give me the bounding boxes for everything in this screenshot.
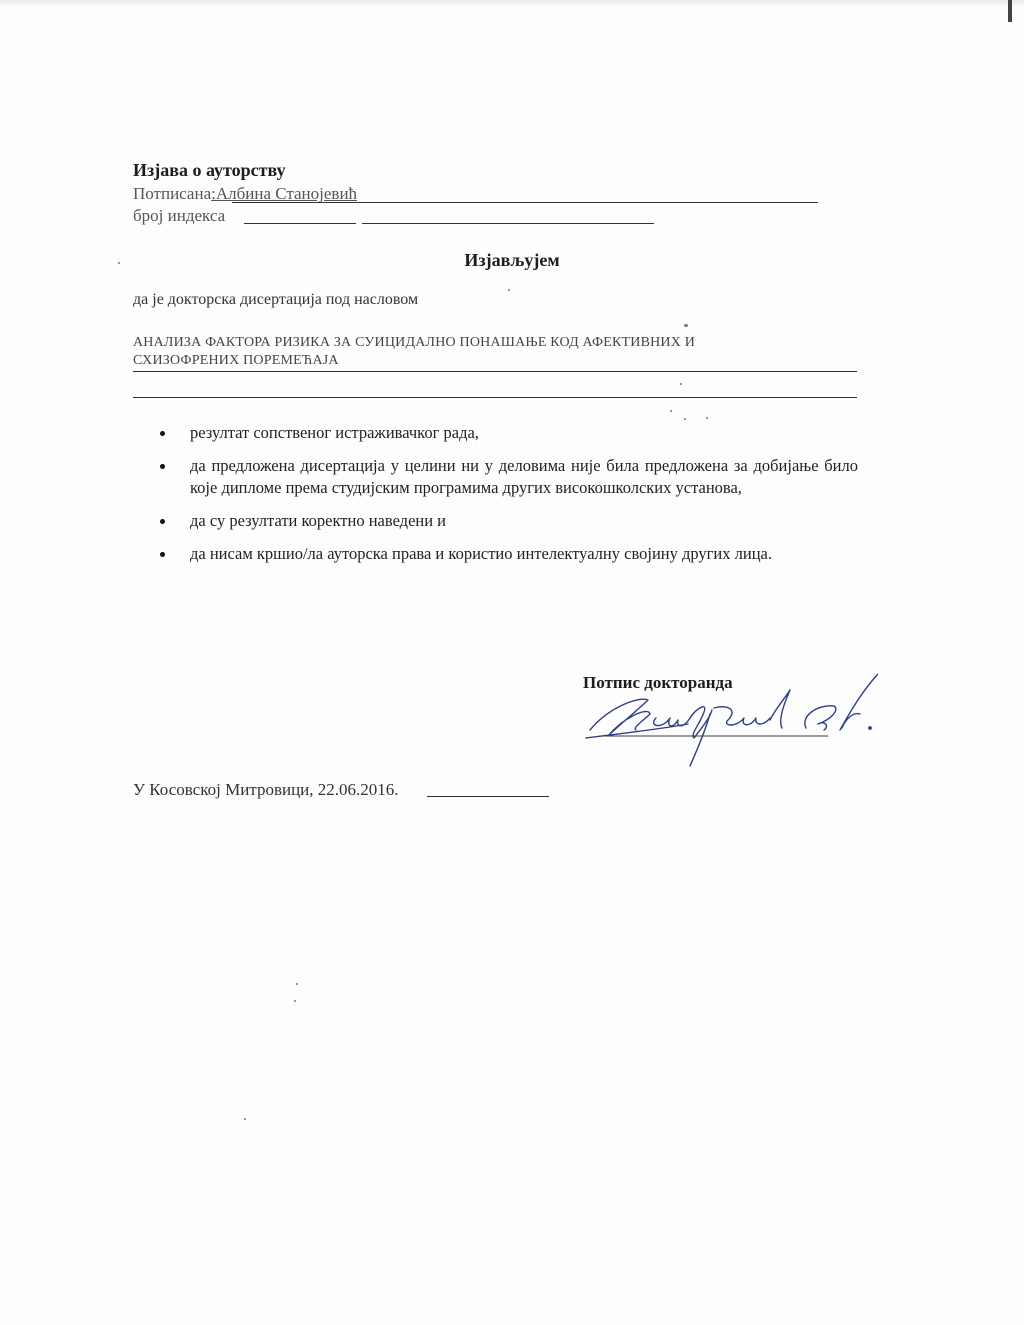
signed-name: :Албина Станојевић (211, 184, 358, 203)
thesis-underline-2 (133, 397, 857, 398)
thesis-title (133, 334, 773, 370)
scan-speck (706, 417, 708, 419)
scan-mark-right (1008, 0, 1012, 22)
thesis-underline-1 (133, 371, 857, 372)
scan-speck (294, 1000, 296, 1002)
date-underline (427, 796, 549, 797)
handwritten-signature (578, 668, 878, 778)
signed-underline (232, 202, 818, 203)
list-item: да нисам кршио/ла ауторска права и користио интелектуалну својину других лица. (160, 543, 858, 565)
list-item: да су резултати коректно наведени и (160, 510, 858, 532)
index-underline-2 (362, 223, 654, 224)
bullet-dot-icon (160, 464, 165, 469)
place-date: У Косовској Митровици, 22.06.2016. (133, 780, 399, 799)
bullet-dot-icon (160, 552, 165, 557)
index-underline-1 (244, 223, 356, 224)
thesis-title-line-1: АНАЛИЗА ФАКТОРА РИЗИКА ЗА СУИЦИДАЛНО ПОНАШАЊЕ КОД АФЕКТИВНИХ И (133, 335, 696, 350)
scan-speck (244, 1118, 246, 1120)
document-heading: Изјава о ауторству (133, 160, 286, 180)
bullet-dot-icon (160, 431, 165, 436)
scan-shadow-top (0, 0, 1024, 6)
declaration-title: Изјављујем (464, 250, 560, 270)
scan-speck (680, 383, 682, 385)
signature-label: Потпис докторанда (583, 673, 733, 692)
index-label: број индекса (133, 206, 226, 225)
scan-speck (670, 410, 672, 412)
list-item: да предложена дисертација у целини ни у деловима није била предложена за добијање било које дипломе према студијским програмима других високошколских установа, (160, 455, 858, 499)
signed-label: Потписана (133, 184, 212, 203)
scan-speck (508, 289, 510, 291)
scan-speck (684, 324, 688, 327)
declaration-list (160, 422, 858, 576)
scan-speck (118, 262, 120, 264)
scan-speck (684, 418, 686, 420)
list-item: резултат сопственог истраживачког рада, (160, 422, 858, 444)
bullet-dot-icon (160, 519, 165, 524)
intro-text: да је докторска дисертација под насловом (133, 291, 419, 308)
scan-speck (296, 983, 298, 985)
signed-row (133, 184, 357, 204)
thesis-title-line-2: СХИЗОФРЕНИХ ПОРЕМЕЋАЈА (133, 353, 339, 368)
